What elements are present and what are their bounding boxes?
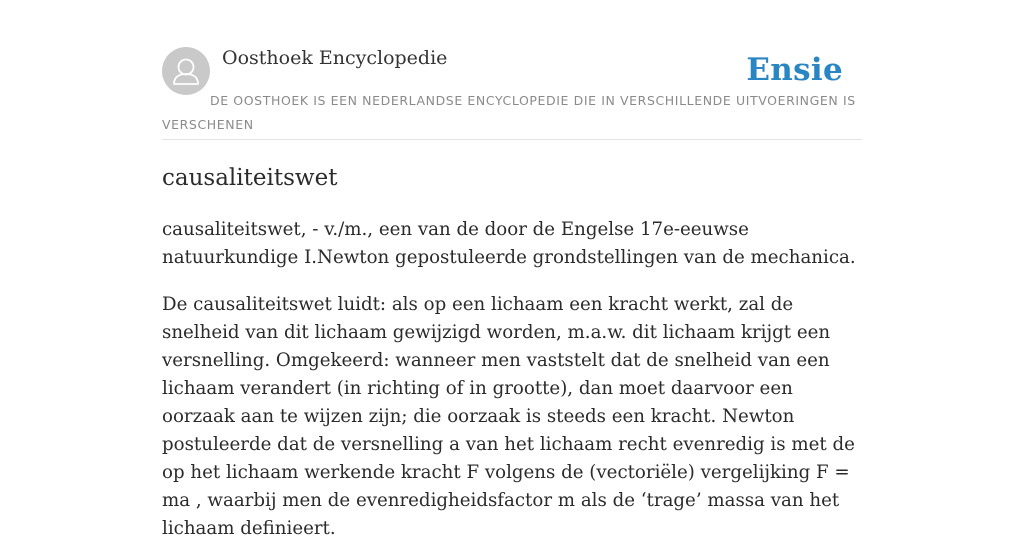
article-title: causaliteitswet <box>162 165 338 191</box>
source-description: DE OOSTHOEK IS EEN NEDERLANDSE ENCYCLOPEDIE DIE IN VERSCHILLENDE UITVOERINGEN IS VERSCHENEN <box>162 93 856 132</box>
source-header <box>162 0 862 140</box>
ensie-logo-link[interactable]: Ensie <box>746 52 843 88</box>
article-paragraph-2: De causaliteitswet luidt: als op een lichaam een kracht werkt, zal de snelheid van dit lichaam gewijzigd worden, m.a.w. dit lichaam krijgt een versnelling. Omgekeerd: wanneer men vaststelt dat de snelheid van een lichaam verandert (in richting of in grootte), dan moet daarvoor een oorzaak aan te wijzen zijn; die oorzaak is steeds een kracht. Newton postuleerde dat de versnelling a van het lichaam recht evenredig is met de op het lichaam werkende kracht F volgens de (vectoriële) vergelijking F = ma , waarbij men de evenredigheidsfactor m als de ‘trage’ massa van het lichaam definieert. <box>162 294 855 539</box>
article-paragraph-1: causaliteitswet, - v./m., een van de door de Engelse 17e-eeuwse natuurkundige I.Newton gepostuleerde grondstellingen van de mechanica. <box>162 219 856 268</box>
header-divider <box>162 139 862 140</box>
user-icon <box>162 47 210 95</box>
page-container <box>162 0 862 539</box>
source-name-link[interactable]: Oosthoek Encyclopedie <box>222 47 448 69</box>
avatar[interactable] <box>162 47 210 95</box>
